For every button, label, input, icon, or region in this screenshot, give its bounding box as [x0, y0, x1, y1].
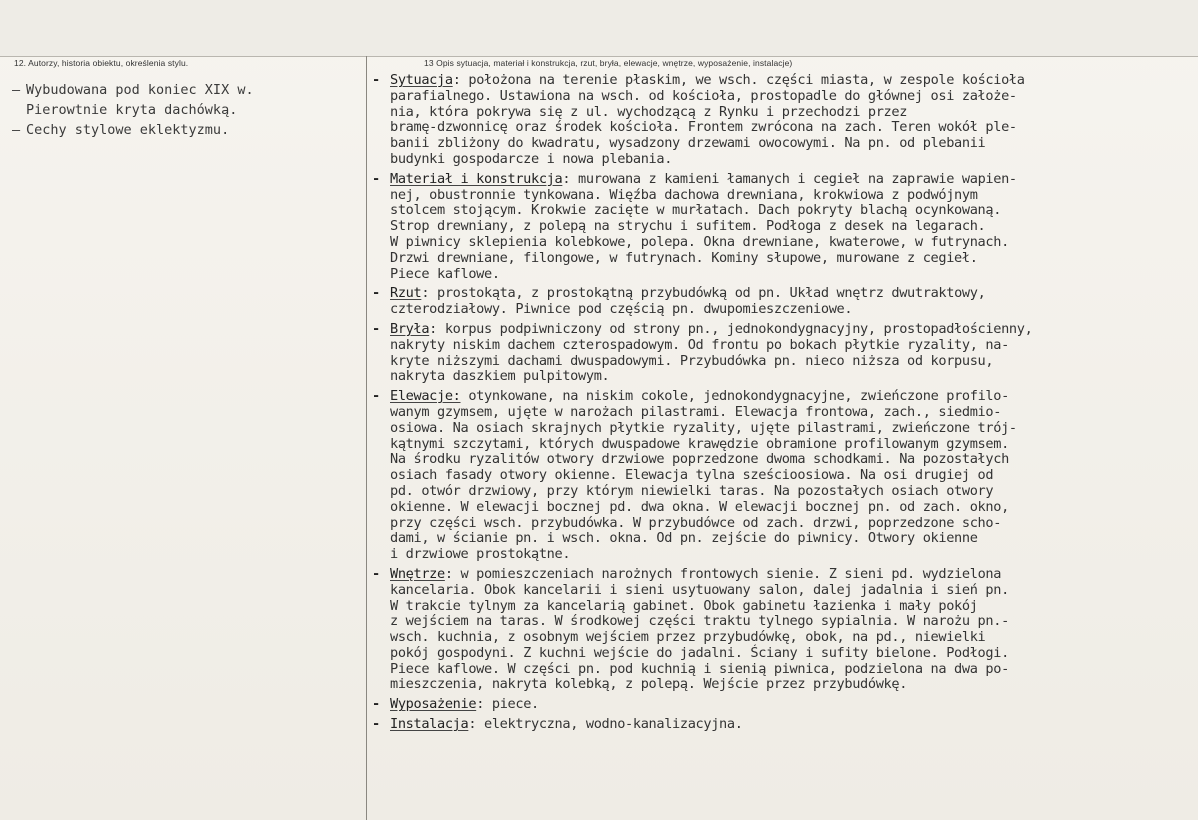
section-text: i drzwiowe prostokątne.	[390, 546, 571, 563]
section-heading: Materiał i konstrukcja	[390, 170, 563, 187]
section-6	[372, 697, 1194, 713]
bullet-dash: –	[12, 82, 21, 98]
section-heading: Rzut	[390, 285, 422, 302]
section-line	[372, 500, 1194, 516]
section-line	[372, 105, 1194, 121]
section-line	[372, 452, 1194, 468]
right-column-header: 13 Opis sytuacja, materiał i konstrukcja, rzut, bryła, elewacje, wnętrze, wyposażenie, instalacje)	[424, 58, 793, 68]
section-line	[372, 583, 1194, 599]
section-text: wsch. kuchnia, z osobnym wejściem przez przybudówkę, obok, na pd., niewielki	[390, 629, 986, 646]
section-text: : elektryczna, wodno-kanalizacyjna.	[468, 716, 743, 733]
section-text: z wejściem na taras. W środkowej części traktu tylnego sypialnia. W narożu pn.-	[390, 613, 1009, 630]
left-note-text: Cechy stylowe eklektyzmu.	[26, 122, 230, 138]
section-heading: Wnętrze	[390, 565, 445, 582]
section-line	[372, 286, 1194, 302]
section-text: kancelaria. Obok kancelarii i sieni usytuowany salon, dalej jadalnia i sień pn.	[390, 581, 1009, 598]
section-text: otynkowane, na niskim cokole, jednokondygnacyjne, zwieńczone profilo-	[460, 388, 1009, 405]
section-line	[372, 302, 1194, 318]
left-column-header: 12. Autorzy, historia obiektu, określenia stylu.	[14, 58, 189, 68]
section-heading: Elewacje:	[390, 388, 461, 405]
section-line	[372, 646, 1194, 662]
section-line	[372, 322, 1194, 338]
section-text: pokój gospodyni. Z kuchni wejście do jadalni. Ściany i sufity bielone. Podłogi.	[390, 644, 1009, 661]
section-text: kryte niższymi dachami dwuspadowymi. Przybudówka pn. nieco niższa od korpusu,	[390, 352, 994, 369]
section-line	[372, 437, 1194, 453]
section-text: bramę-dzwonnicę oraz środek kościoła. Frontem zwrócona na zach. Teren wokół ple-	[390, 119, 1017, 136]
section-line	[372, 152, 1194, 168]
section-line	[372, 251, 1194, 267]
section-text: banii zbliżony do kwadratu, wysadzony drzewami owocowymi. Na pn. od plebanii	[390, 135, 986, 152]
section-heading: Wyposażenie	[390, 696, 477, 713]
section-text: czterodziałowy. Piwnice pod częścią pn. dwupomieszczeniowe.	[390, 301, 853, 318]
section-text: : murowana z kamieni łamanych i cegieł na zaprawie wapien-	[562, 170, 1017, 187]
left-note-line	[12, 100, 362, 120]
right-column	[372, 73, 1194, 737]
section-text: : położona na terenie płaskim, we wsch. części miasta, w zespole kościoła	[452, 72, 1025, 88]
section-text: : w pomieszczeniach narożnych frontowych sienie. Z sieni pd. wydzielona	[444, 565, 1002, 582]
section-1	[372, 172, 1194, 283]
bullet-dash: –	[12, 122, 21, 138]
section-text: W piwnicy sklepienia kolebkowe, polepa. Okna drewniane, kwaterowe, w futrynach.	[390, 233, 1009, 250]
section-line	[372, 614, 1194, 630]
section-text: W trakcie tylnym za kancelarią gabinet. Obok gabinetu łazienka i mały pokój	[390, 597, 978, 614]
section-text: nej, obustronnie tynkowana. Więźba dachowa drewniana, krokwiowa z podwójnym	[390, 186, 978, 203]
section-text: budynki gospodarcze i nowa plebania.	[390, 150, 673, 167]
section-line	[372, 219, 1194, 235]
left-column	[12, 80, 362, 140]
section-bullet: -	[372, 170, 380, 187]
left-note-line	[12, 80, 362, 100]
section-text: Piece kaflowe. W części pn. pod kuchnią i sienią piwnica, podzielona na dwa po-	[390, 660, 1009, 677]
top-margin	[0, 0, 1198, 56]
section-text: Drzwi drewniane, filongowe, w futrynach. Kominy słupowe, murowane z cegieł.	[390, 249, 978, 266]
section-line	[372, 516, 1194, 532]
section-line	[372, 468, 1194, 484]
section-text: Na środku ryzalitów otwory drzwiowe poprzedzone dwoma schodkami. Na pozostałych	[390, 451, 1009, 468]
section-line	[372, 662, 1194, 678]
section-line	[372, 697, 1194, 713]
section-line	[372, 677, 1194, 693]
section-line	[372, 547, 1194, 563]
section-0	[372, 73, 1194, 168]
section-7	[372, 717, 1194, 733]
section-heading: Instalacja	[390, 716, 469, 733]
section-line	[372, 136, 1194, 152]
section-text: osiowa. Na osiach skrajnych płytkie ryzality, ujęte pilastrami, zwieńczone trój-	[390, 419, 1017, 436]
section-line	[372, 717, 1194, 733]
section-bullet: -	[372, 320, 380, 337]
section-heading: Sytuacja	[390, 72, 453, 88]
section-line	[372, 172, 1194, 188]
section-text: : prostokąta, z prostokątną przybudówką od pn. Układ wnętrz dwutraktowy,	[421, 285, 986, 302]
header-divider	[0, 56, 1198, 57]
section-line	[372, 203, 1194, 219]
section-text: Strop drewniany, z polepą na strychu i sufitem. Podłoga z desek na legarach.	[390, 218, 986, 235]
section-text: okienne. W elewacji bocznej pd. dwa okna. W elewacji bocznej pn. od zach. okno,	[390, 498, 1009, 515]
section-bullet: -	[372, 716, 380, 733]
section-line	[372, 405, 1194, 421]
section-bullet: -	[372, 285, 380, 302]
section-line	[372, 188, 1194, 204]
section-bullet: -	[372, 696, 380, 713]
section-text: nakryta daszkiem pulpitowym.	[390, 368, 610, 385]
section-text: dami, w ścianie pn. i wsch. okna. Od pn. zejście do piwnicy. Otwory okienne	[390, 530, 978, 547]
section-line	[372, 421, 1194, 437]
section-line	[372, 338, 1194, 354]
section-5	[372, 567, 1194, 693]
left-note-line	[12, 120, 362, 140]
left-note-text: Wybudowana pod koniec XIX w.	[26, 82, 254, 98]
section-text: pd. otwór drzwiowy, przy którym niewielki taras. Na pozostałych osiach otwory	[390, 482, 994, 499]
section-text: Piece kaflowe.	[390, 265, 500, 282]
section-line	[372, 531, 1194, 547]
section-text: nakryty niskim dachem czterospadowym. Od frontu po bokach płytkie ryzality, na-	[390, 336, 1009, 353]
section-text: kątnymi szczytami, których dwuspadowe krawędzie obramione profilowanym gzymsem.	[390, 435, 1009, 452]
section-heading: Bryła	[390, 320, 430, 337]
section-line	[372, 120, 1194, 136]
section-line	[372, 73, 1194, 89]
section-line	[372, 599, 1194, 615]
section-text: osiach fasady otwory okienne. Elewacja tylna sześcioosiowa. Na osi drugiej od	[390, 467, 994, 484]
section-bullet: -	[372, 72, 380, 88]
section-bullet: -	[372, 388, 380, 405]
section-line	[372, 354, 1194, 370]
section-text: stolcem stojącym. Krokwie zacięte w murłatach. Dach pokryty blachą ocynkowaną.	[390, 202, 1002, 219]
section-text: : piece.	[476, 696, 539, 713]
section-bullet: -	[372, 565, 380, 582]
section-line	[372, 389, 1194, 405]
section-line	[372, 267, 1194, 283]
section-text: przy części wsch. przybudówka. W przybudówce od zach. drzwi, poprzedzone scho-	[390, 514, 1002, 531]
section-line	[372, 89, 1194, 105]
section-text: wanym gzymsem, ujęte w narożach pilastrami. Elewacja frontowa, zach., siedmio-	[390, 403, 1002, 420]
section-2	[372, 286, 1194, 318]
section-text: mieszczenia, nakryta kolebką, z polepą. Wejście przez przybudówkę.	[390, 676, 908, 693]
left-note-text: Pierowtnie kryta dachówką.	[26, 102, 238, 118]
section-line	[372, 369, 1194, 385]
section-line	[372, 235, 1194, 251]
section-line	[372, 567, 1194, 583]
section-text: nia, która pokrywa się z ul. wychodzącą z Rynku i przechodzi przez	[390, 103, 908, 120]
section-text: parafialnego. Ustawiona na wsch. od kościoła, prostopadle do głównej osi założe-	[390, 87, 1017, 104]
section-text: : korpus podpiwniczony od strony pn., jednokondygnacyjny, prostopadłościenny,	[429, 320, 1033, 337]
section-4	[372, 389, 1194, 563]
section-line	[372, 630, 1194, 646]
column-divider	[366, 56, 367, 820]
section-line	[372, 484, 1194, 500]
section-3	[372, 322, 1194, 385]
